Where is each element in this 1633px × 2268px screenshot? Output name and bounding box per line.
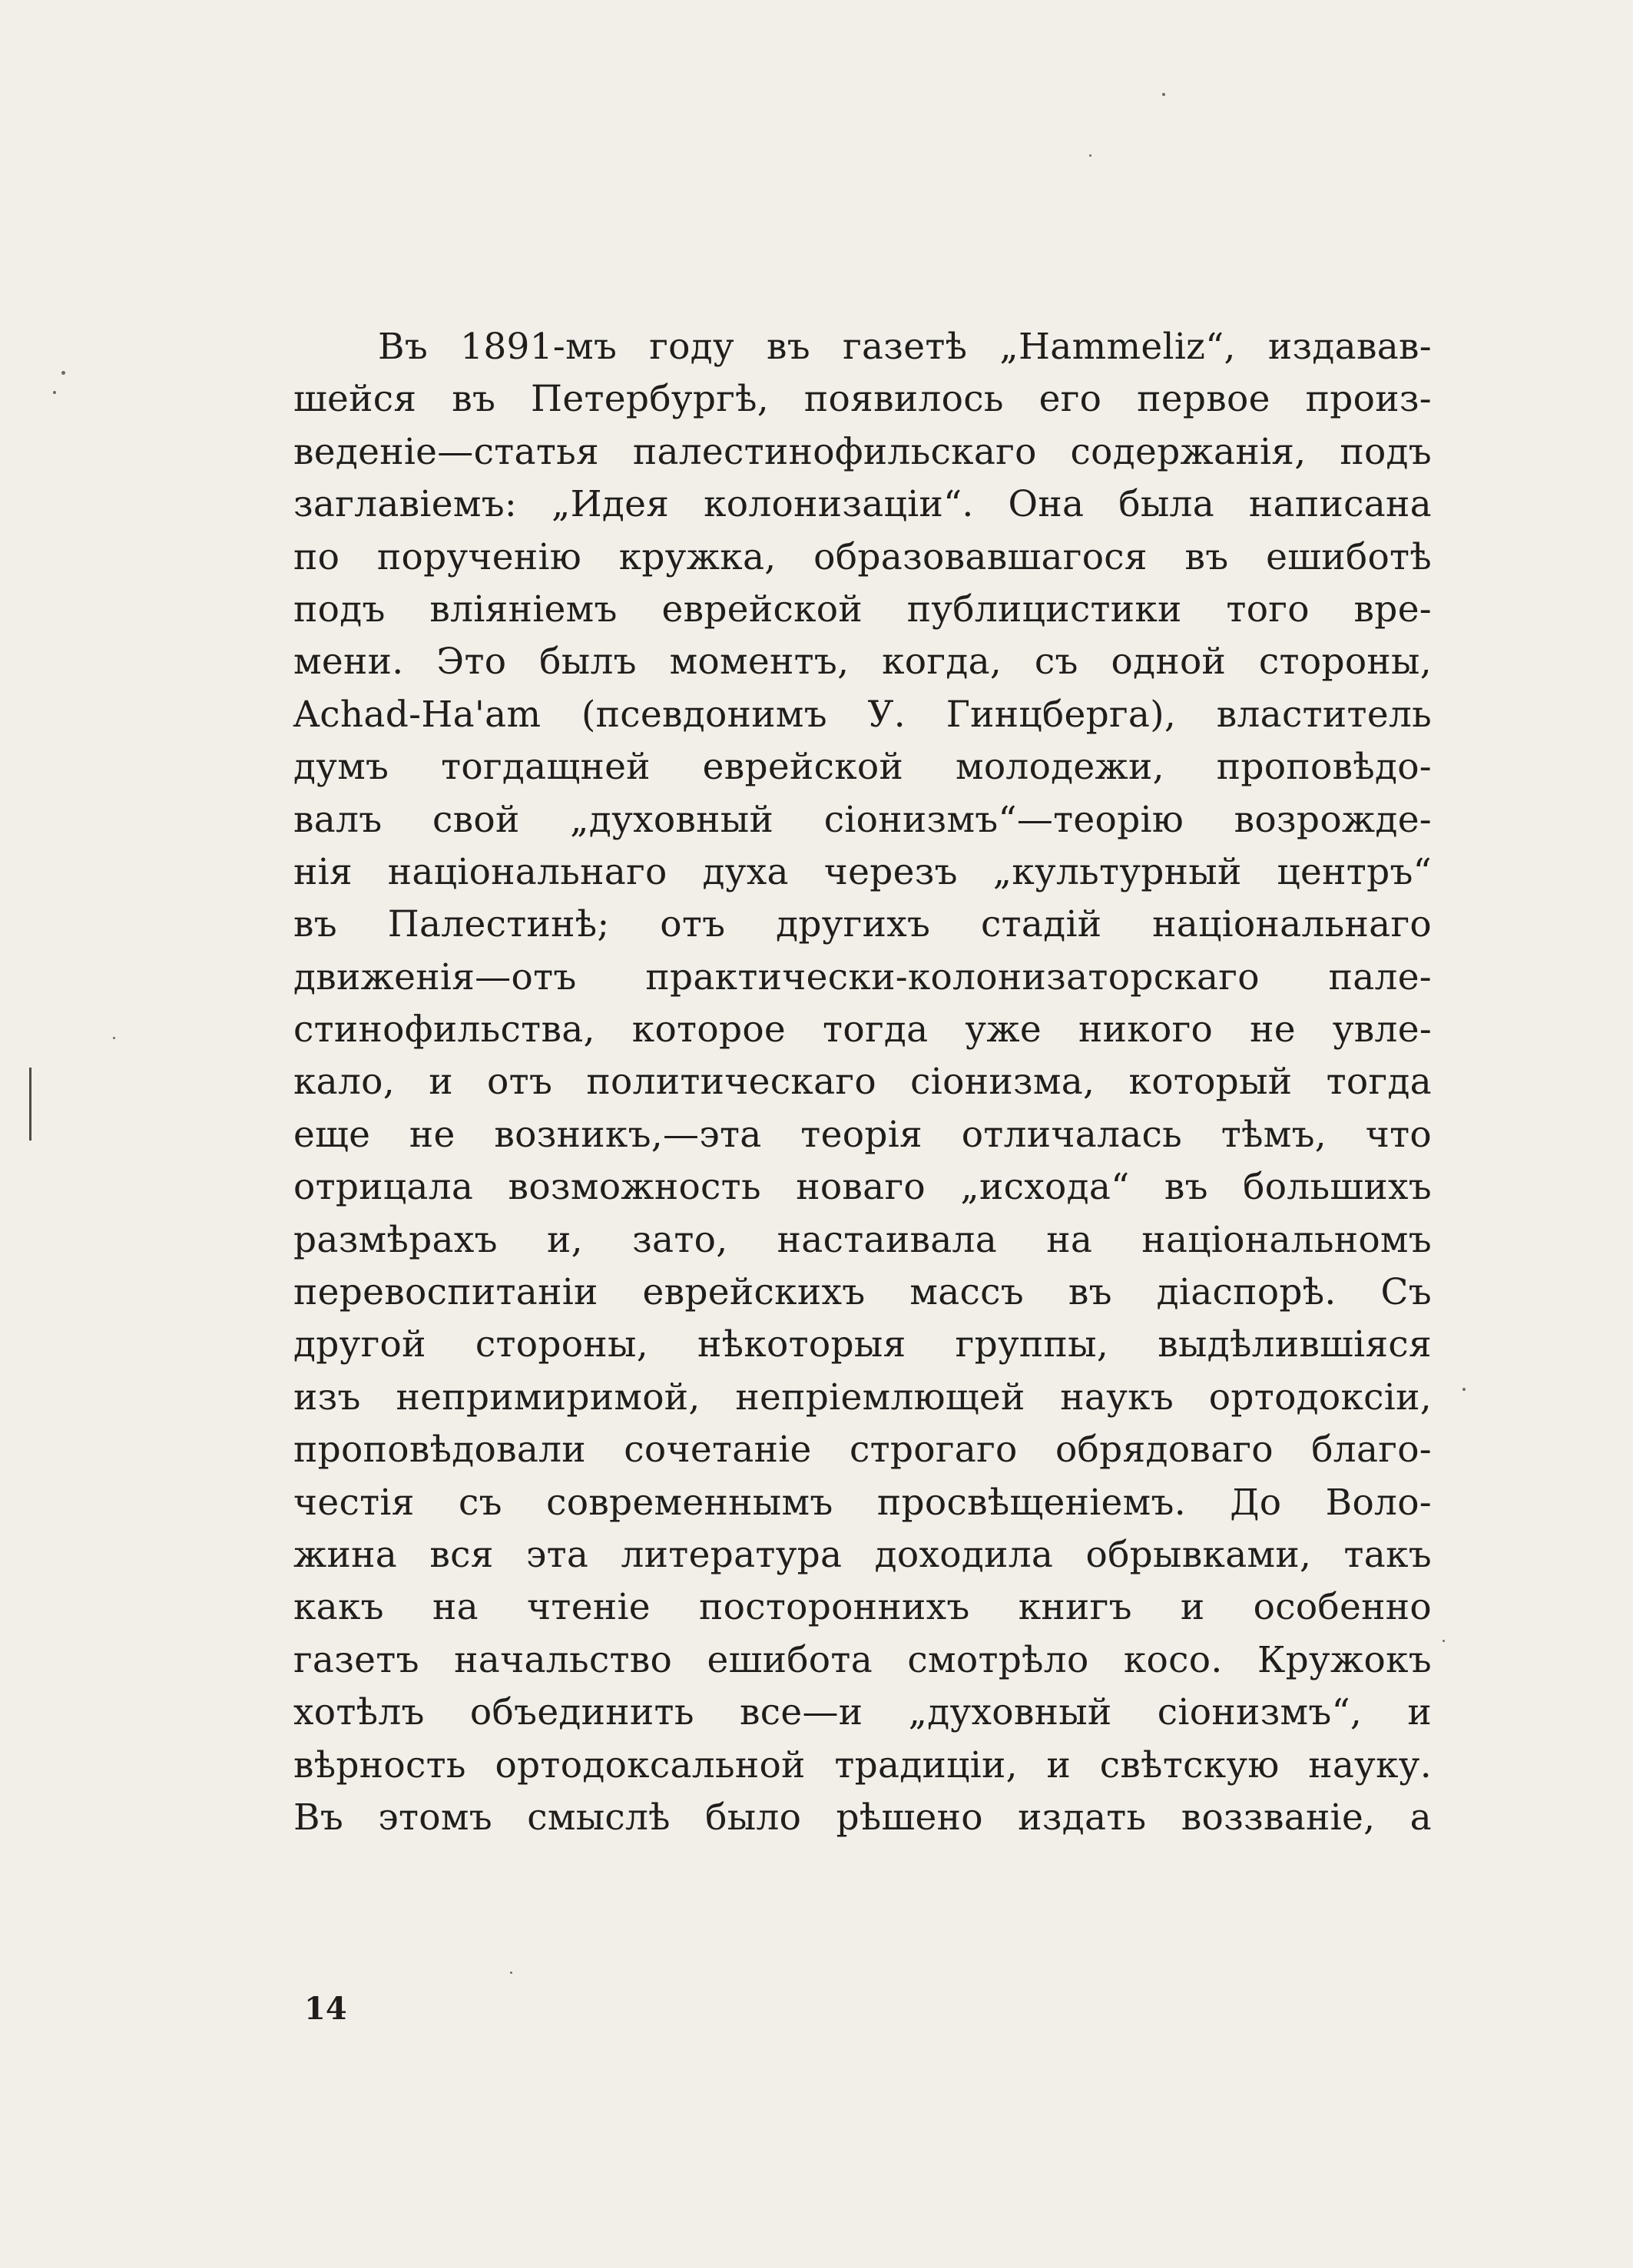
body-paragraph (293, 321, 1432, 1844)
scan-edge-mark (29, 1068, 31, 1141)
text-line: шейся въ Петербургѣ, появилось его первое произ- (293, 378, 1432, 421)
text-line: Achad-Ha'am (псевдонимъ У. Гинцберга), властитель (293, 693, 1432, 736)
text-line: по порученію кружка, образовавшагося въ ешиботѣ (293, 535, 1432, 578)
scan-speck (510, 1972, 512, 1974)
text-line: газетъ начальство ешибота смотрѣло косо. Кружокъ (293, 1638, 1432, 1681)
scan-speck (1089, 154, 1091, 157)
text-line: проповѣдовали сочетаніе строгаго обрядоваго благо- (293, 1429, 1432, 1472)
text-line: жина вся эта литература доходила обрывками, такъ (293, 1533, 1432, 1576)
scan-speck (53, 391, 56, 394)
scan-speck (61, 371, 65, 375)
text-line: движенія—отъ практически-колонизаторскаго пале- (293, 955, 1432, 998)
scan-speck (1443, 1640, 1445, 1642)
text-line: нія національнаго духа черезъ „культурный центръ“ (293, 850, 1432, 893)
text-line: подъ вліяніемъ еврейской публицистики того вре- (293, 588, 1432, 631)
text-line: Въ этомъ смыслѣ было рѣшено издать воззваніе, а (293, 1796, 1432, 1839)
text-line: честія съ современнымъ просвѣщеніемъ. До Воло- (293, 1481, 1432, 1524)
page-number: 14 (304, 1991, 347, 2027)
text-line: отрицала возможность новаго „исхода“ въ большихъ (293, 1166, 1432, 1209)
scan-speck (113, 1037, 115, 1039)
text-line: какъ на чтеніе постороннихъ книгъ и особенно (293, 1586, 1432, 1629)
text-line: мени. Это былъ моментъ, когда, съ одной стороны, (293, 641, 1432, 684)
text-line: хотѣлъ объединить все—и „духовный сіонизмъ“, и (293, 1691, 1432, 1734)
text-line: стинофильства, которое тогда уже никого не увле- (293, 1008, 1432, 1051)
text-line: валъ свой „духовный сіонизмъ“—теорію возрожде- (293, 798, 1432, 841)
text-line: вѣрность ортодоксальной традиціи, и свѣтскую науку. (293, 1743, 1432, 1786)
text-line: Въ 1891-мъ году въ газетѣ „Hammeliz“, издавав- (378, 326, 1432, 368)
scan-speck (1162, 93, 1165, 96)
text-line: думъ тогдащней еврейской молодежи, проповѣдо- (293, 746, 1432, 789)
text-line: кало, и отъ политическаго сіонизма, который тогда (293, 1061, 1432, 1104)
text-line: веденіе—статья палестинофильскаго содержанія, подъ (293, 430, 1432, 473)
text-line: размѣрахъ и, зато, настаивала на національномъ (293, 1218, 1432, 1261)
text-line: другой стороны, нѣкоторыя группы, выдѣлившіяся (293, 1323, 1432, 1366)
text-line: еще не возникъ,—эта теорія отличалась тѣмъ, что (293, 1113, 1432, 1156)
text-line: изъ непримиримой, непріемлющей наукъ ортодоксіи, (293, 1376, 1432, 1419)
text-line: въ Палестинѣ; отъ другихъ стадій національнаго (293, 903, 1432, 946)
text-line: перевоспитаніи еврейскихъ массъ въ діаспорѣ. Съ (293, 1271, 1432, 1314)
text-line: заглавіемъ: „Идея колонизаціи“. Она была написана (293, 483, 1432, 526)
scan-speck (1462, 1388, 1466, 1391)
